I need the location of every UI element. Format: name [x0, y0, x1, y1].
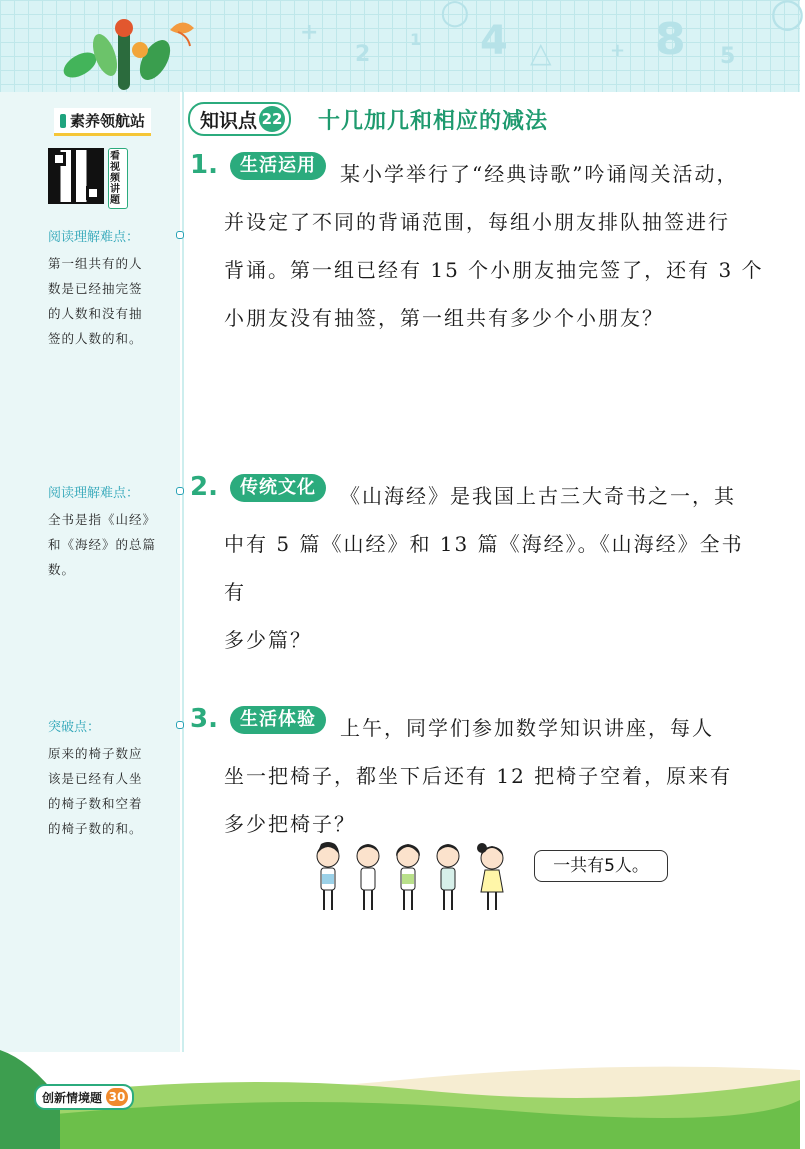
side-note-1: [48, 226, 180, 351]
side-note-title: [48, 482, 180, 501]
speech-bubble: 一共有5人。: [534, 850, 668, 882]
side-note-title: [48, 716, 180, 735]
math-symbol-decoration: ○: [440, 0, 470, 32]
question-3: [190, 704, 770, 854]
question-line: 并设定了不同的背诵范围，每组小朋友排队抽签进行: [224, 210, 730, 234]
question-number: [190, 704, 218, 734]
question-2: [190, 472, 770, 652]
math-symbol-decoration: 8: [655, 14, 686, 65]
child-figure: [396, 844, 420, 910]
side-note-line: 该是已经有人坐: [48, 771, 143, 786]
side-note-3: [48, 716, 180, 841]
math-symbol-decoration: ○: [770, 0, 805, 36]
math-symbol-decoration: 1: [410, 30, 422, 49]
question-1: [190, 150, 770, 350]
side-note-body: [48, 507, 180, 582]
side-note-body: [48, 741, 180, 841]
question-number: [190, 472, 218, 502]
question-line: 中有 5 篇《山经》和 13 篇《海经》。《山海经》全书有: [224, 532, 744, 604]
footer-label-text: 创新情境题: [42, 1090, 103, 1105]
qr-label: 看视频讲题: [108, 148, 128, 209]
side-note-line: 第一组共有的人: [48, 256, 143, 271]
lesson-title: 十几加几和相应的减法: [318, 109, 549, 134]
side-note-title-text: 阅读理解难点：: [48, 230, 140, 245]
question-line: 某小学举行了“经典诗歌”吟诵闯关活动，: [340, 162, 739, 186]
question-number-text: 3.: [190, 704, 218, 734]
question-line: 小朋友没有抽签，第一组共有多少个小朋友？: [224, 306, 664, 330]
question-number: [190, 150, 218, 180]
math-symbol-decoration: +: [610, 40, 626, 61]
footer-label: [34, 1084, 134, 1110]
child-figure: [317, 842, 339, 910]
math-symbol-decoration: 2: [355, 42, 371, 67]
side-note-line: 和《海经》的总篇: [48, 537, 157, 552]
child-figure: [357, 844, 379, 910]
question-line: 背诵。第一组已经有 15 个小朋友抽完签了，还有 3 个: [224, 258, 764, 282]
dot-icon: [176, 231, 184, 239]
side-note-body: [48, 251, 180, 351]
question-number-text: 1.: [190, 150, 218, 180]
side-note-line: 数是已经抽完签: [48, 281, 143, 296]
knowledge-point-badge: [188, 102, 291, 136]
top-banner: [0, 0, 805, 92]
knowledge-number: 22: [259, 106, 285, 132]
math-symbol-decoration: 4: [480, 18, 508, 64]
math-symbol-decoration: 5: [720, 44, 736, 69]
page-number: 30: [106, 1088, 128, 1106]
side-note-line: 的椅子数和空着: [48, 796, 143, 811]
side-note-title: [48, 226, 180, 245]
side-note-line: 原来的椅子数应: [48, 746, 143, 761]
plant-illustration-icon: [60, 10, 210, 90]
child-figure: [437, 844, 459, 910]
side-note-line: 全书是指《山经》: [48, 512, 157, 527]
lighthouse-icon: [60, 114, 66, 128]
dot-icon: [176, 721, 184, 729]
question-tag: 传统文化: [230, 474, 326, 502]
math-symbol-decoration: +: [300, 20, 319, 45]
section-tag-label: 素养领航站: [70, 112, 146, 130]
child-figure: [477, 843, 503, 910]
side-note-title-text: 阅读理解难点：: [48, 486, 140, 501]
question-line: 《山海经》是我国上古三大奇书之一，其: [340, 484, 736, 508]
dot-icon: [176, 487, 184, 495]
lesson-header: [0, 102, 800, 136]
side-note-2: [48, 482, 180, 582]
question-number-text: 2.: [190, 472, 218, 502]
children-queue-illustration: [310, 842, 520, 916]
qr-code[interactable]: [48, 148, 104, 204]
side-note-line: 签的人数的和。: [48, 331, 143, 346]
side-note-line: 的椅子数的和。: [48, 821, 143, 836]
section-tag: [54, 108, 151, 136]
question-line: 多少把椅子？: [224, 812, 356, 836]
question-tag: 生活体验: [230, 706, 326, 734]
side-note-line: 数。: [48, 562, 76, 577]
math-symbol-decoration: △: [530, 36, 552, 69]
side-note-title-text: 突破点：: [48, 720, 101, 735]
question-tag: 生活运用: [230, 152, 326, 180]
question-line: 上午，同学们参加数学知识讲座，每人: [340, 716, 714, 740]
knowledge-label: 知识点: [200, 109, 258, 132]
side-note-line: 的人数和没有抽: [48, 306, 143, 321]
question-line: 坐一把椅子，都坐下后还有 12 把椅子空着，原来有: [224, 764, 733, 788]
question-line: 多少篇？: [224, 628, 312, 652]
